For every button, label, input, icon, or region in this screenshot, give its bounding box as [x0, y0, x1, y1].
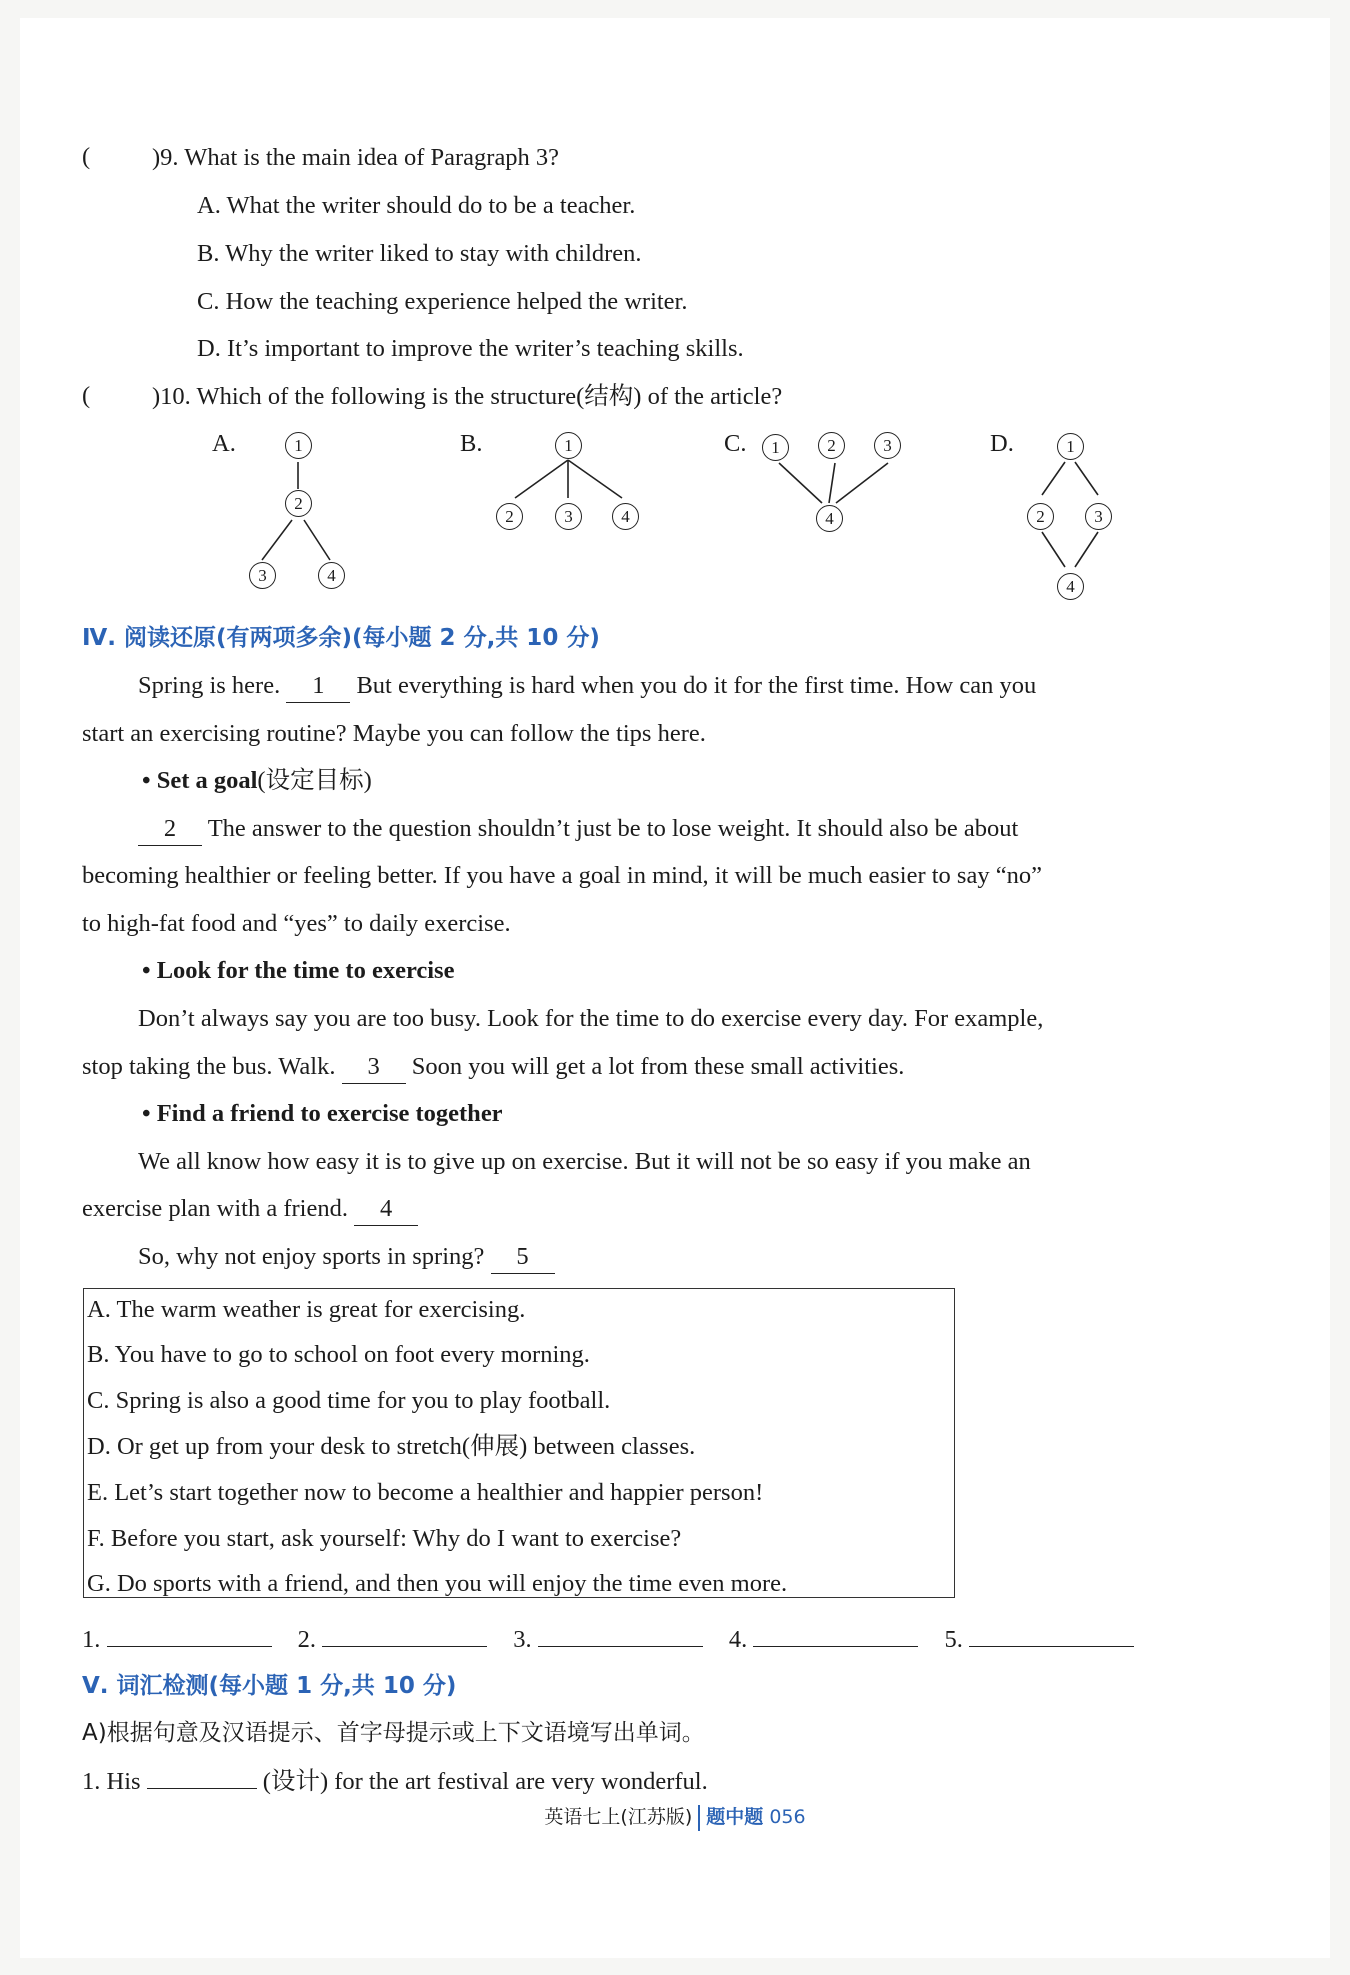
q10-label-c: C.: [724, 430, 747, 457]
choice-b: B. You have to go to school on foot every morning.: [87, 1341, 590, 1368]
diagram-b-node-3: 3: [555, 503, 582, 530]
subheading-set-goal: • Set a goal(设定目标): [142, 767, 372, 794]
choice-a: A. The warm weather is great for exercising.: [87, 1296, 526, 1323]
blank-2[interactable]: 2: [138, 814, 202, 846]
diagram-a-node-1: 1: [285, 432, 312, 459]
q10-label-b: B.: [460, 430, 483, 457]
q9-option-d: D. It’s important to improve the writer’s teaching skills.: [197, 335, 744, 362]
diagram-c-node-4: 4: [816, 505, 843, 532]
q10-answer-paren: (: [82, 382, 91, 409]
choice-e: E. Let’s start together now to become a healthier and happier person!: [87, 1479, 764, 1506]
passage-line-1: Spring is here. 1 But everything is hard when you do it for the first time. How can you: [138, 671, 1036, 703]
diagram-c-node-3: 3: [874, 432, 901, 459]
diagram-d-node-1: 1: [1057, 433, 1084, 460]
footer-series: 题中题: [706, 1806, 764, 1828]
q9-answer-paren: (: [82, 143, 91, 170]
diagram-b-node-4: 4: [612, 503, 639, 530]
q1-blank[interactable]: [147, 1788, 257, 1789]
structure-diagrams: [0, 0, 1350, 620]
answer-blank-3[interactable]: [538, 1646, 703, 1647]
footer-book: 英语七上(江苏版): [544, 1806, 693, 1828]
passage-line-8: We all know how easy it is to give up on exercise. But it will not be so easy if you make an: [138, 1148, 1031, 1175]
q9-option-a: A. What the writer should do to be a teacher.: [197, 192, 636, 219]
diagram-b-node-1: 1: [555, 432, 582, 459]
passage-line-10: So, why not enjoy sports in spring? 5: [138, 1242, 555, 1274]
passage-line-5: to high-fat food and “yes” to daily exercise.: [82, 910, 511, 937]
q10-label-a: A.: [212, 430, 236, 457]
choice-g: G. Do sports with a friend, and then you will enjoy the time even more.: [87, 1570, 788, 1597]
section5-part-a: A)根据句意及汉语提示、首字母提示或上下文语境写出单词。: [82, 1720, 705, 1746]
passage-line-6: Don’t always say you are too busy. Look for the time to do exercise every day. For example,: [138, 1005, 1044, 1032]
q9-option-c: C. How the teaching experience helped the writer.: [197, 288, 688, 315]
diagram-a-node-4: 4: [318, 562, 345, 589]
diagram-d-node-3: 3: [1085, 503, 1112, 530]
diagram-a-node-2: 2: [285, 490, 312, 517]
section5-heading: Ⅴ. 词汇检测(每小题 1 分,共 10 分): [82, 1673, 457, 1699]
footer-separator: [698, 1805, 700, 1831]
blank-1[interactable]: 1: [286, 671, 350, 703]
q9-stem: )9. What is the main idea of Paragraph 3?: [152, 144, 560, 171]
choice-c: C. Spring is also a good time for you to play football.: [87, 1387, 611, 1414]
q9-option-b: B. Why the writer liked to stay with children.: [197, 240, 642, 267]
section5-q1: 1. His (设计) for the art festival are very wonderful.: [82, 1768, 708, 1795]
q10-stem: )10. Which of the following is the structure(结构) of the article?: [152, 383, 783, 410]
subheading-find-friend: • Find a friend to exercise together: [142, 1100, 503, 1127]
blank-4[interactable]: 4: [354, 1194, 418, 1226]
blank-5[interactable]: 5: [491, 1242, 555, 1274]
answer-blank-1[interactable]: [107, 1646, 272, 1647]
diagram-d-node-2: 2: [1027, 503, 1054, 530]
diagram-c-node-1: 1: [762, 434, 789, 461]
answer-row: 1. 2. 3. 4. 5.: [82, 1625, 1134, 1656]
passage-line-7: stop taking the bus. Walk. 3 Soon you will get a lot from these small activities.: [82, 1052, 904, 1084]
choices-box: [83, 1288, 955, 1598]
blank-3[interactable]: 3: [342, 1052, 406, 1084]
diagram-b-node-2: 2: [496, 503, 523, 530]
q10-label-d: D.: [990, 430, 1014, 457]
subheading-find-time: • Look for the time to exercise: [142, 957, 455, 984]
diagram-a-node-3: 3: [249, 562, 276, 589]
choice-d: D. Or get up from your desk to stretch(伸展) between classes.: [87, 1433, 696, 1460]
answer-blank-4[interactable]: [753, 1646, 918, 1647]
answer-blank-2[interactable]: [322, 1646, 487, 1647]
choice-f: F. Before you start, ask yourself: Why do I want to exercise?: [87, 1525, 682, 1552]
answer-blank-5[interactable]: [969, 1646, 1134, 1647]
section4-heading: Ⅳ. 阅读还原(有两项多余)(每小题 2 分,共 10 分): [82, 625, 600, 651]
diagram-c-node-2: 2: [818, 432, 845, 459]
passage-line-2: start an exercising routine? Maybe you can follow the tips here.: [82, 720, 706, 747]
passage-line-3: 2 The answer to the question shouldn’t just be to lose weight. It should also be about: [138, 814, 1018, 846]
diagram-d-node-4: 4: [1057, 573, 1084, 600]
page-footer: [0, 1802, 1350, 1831]
passage-line-4: becoming healthier or feeling better. If you have a goal in mind, it will be much easier to say “no”: [82, 862, 1042, 889]
passage-line-9: exercise plan with a friend. 4: [82, 1194, 418, 1226]
page-number: 056: [769, 1806, 806, 1828]
